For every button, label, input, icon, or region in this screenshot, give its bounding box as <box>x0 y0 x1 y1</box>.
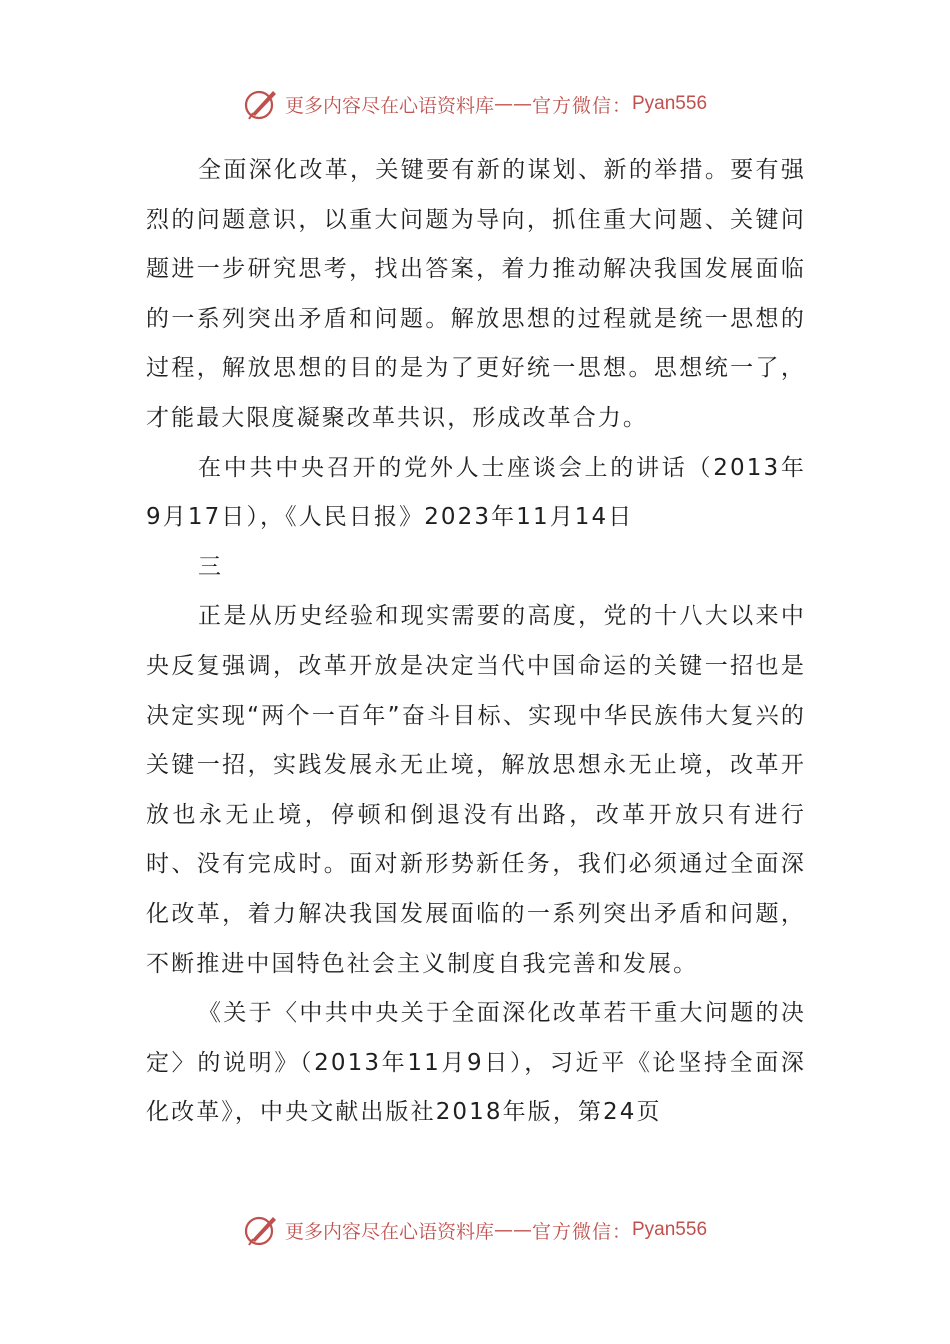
quill-logo-icon <box>243 1212 279 1248</box>
paragraph-1: 全面深化改革，关键要有新的谋划、新的举措。要有强烈的问题意识，以重大问题为导向，抓住重大问题、关键问题进一步研究思考，找出答案，着力推动解决我国发展面临的一系列突出矛盾和问题。解放思想的过程就是统一思想的过程，解放思想的目的是为了更好统一思想。思想统一了，才能最大限度凝聚改革共识，形成改革合力。 <box>146 157 806 431</box>
footer-banner-wechat-id: Pyan556 <box>632 1219 708 1240</box>
header-banner-wechat-id: Pyan556 <box>632 93 708 114</box>
footer-banner-right-text: 官方微信： <box>531 1220 632 1243</box>
header-banner-dash: —— <box>493 93 532 115</box>
header-banner-left-text: 更多内容尽在心语资料库 <box>284 94 494 117</box>
paragraph-2-citation: 在中共中央召开的党外人士座谈会上的讲话（2013年9月17日），《人民日报》2023年11月14日 <box>146 454 806 531</box>
paragraph-3: 正是从历史经验和现实需要的高度，党的十八大以来中央反复强调，改革开放是决定当代中国命运的关键一招也是决定实现“两个一百年”奋斗目标、实现中华民族伟大复兴的关键一招，实践发展永无止境，解放思想永无止境，改革开放也永无止境，停顿和倒退没有出路，改革开放只有进行时、没有完成时。面对新形势新任务，我们必须通过全面深化改革，着力解决我国发展面临的一系列突出矛盾和问题，不断推进中国特色社会主义制度自我完善和发展。 <box>146 603 806 977</box>
footer-banner-left-text: 更多内容尽在心语资料库 <box>284 1220 494 1243</box>
document-body <box>146 146 806 1138</box>
header-banner <box>0 84 950 124</box>
footer-banner-dash: —— <box>493 1219 532 1241</box>
header-banner-right-text: 官方微信： <box>531 94 632 117</box>
footer-banner <box>0 1210 950 1250</box>
section-number: 三 <box>198 553 224 580</box>
quill-logo-icon <box>243 86 279 122</box>
paragraph-4-citation: 《关于〈中共中央关于全面深化改革若干重大问题的决定〉的说明》（2013年11月9日），习近平《论坚持全面深化改革》，中央文献出版社2018年版，第24页 <box>146 1000 806 1126</box>
